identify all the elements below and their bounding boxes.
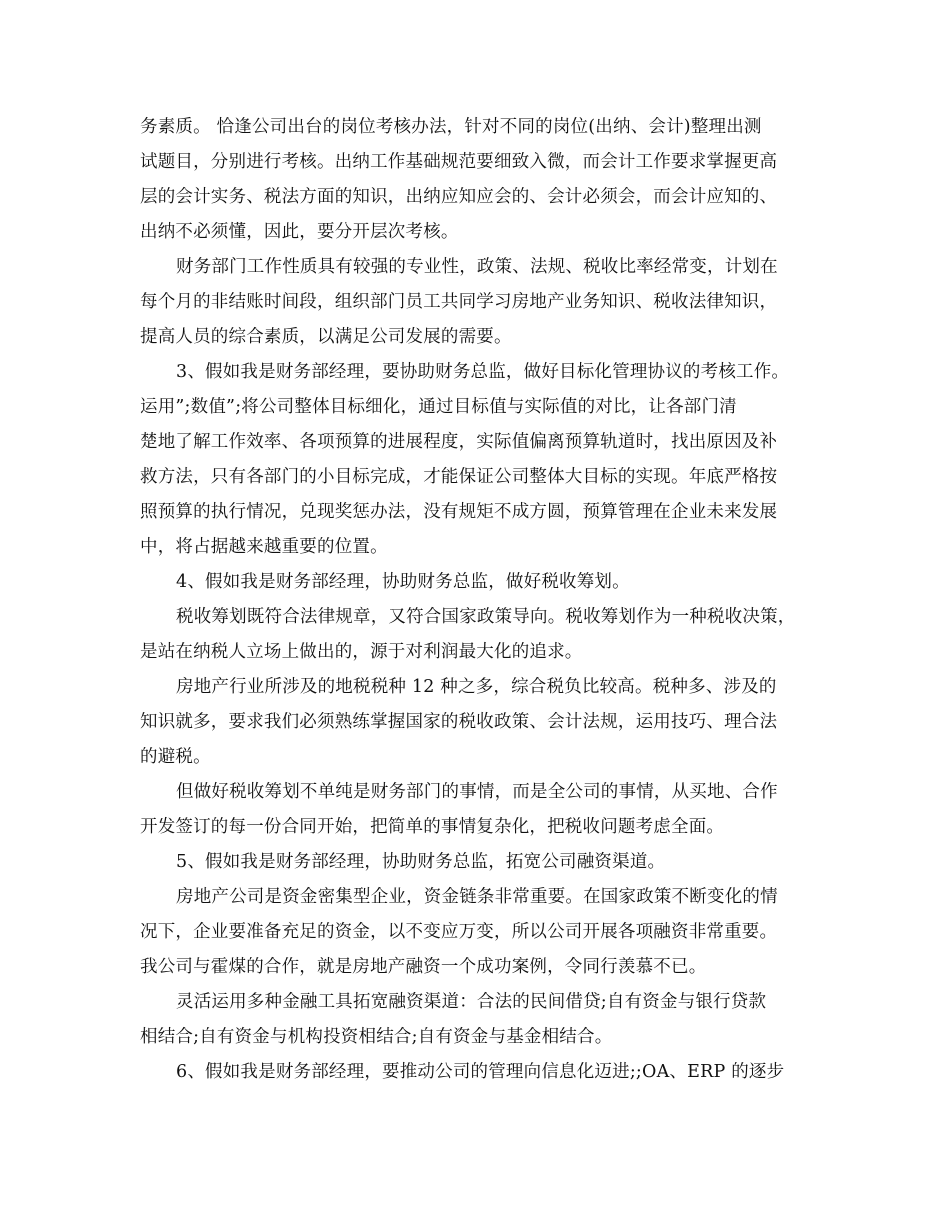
text-line-5: 财务部门工作性质具有较强的专业性，政策、法规、税收比率经常变，计划在	[176, 257, 778, 277]
text-line-9: 运用”;数值”;将公司整体目标细化，通过目标值与实际值的对比，让各部门清	[140, 397, 737, 417]
text-line-10: 楚地了解工作效率、各项预算的进展程度，实际值偏离预算轨道时，找出原因及补	[140, 432, 778, 452]
text-line-18: 知识就多，要求我们必须熟练掌握国家的税收政策、会计法规，运用技巧、理合法	[140, 712, 778, 732]
text-line-13: 中，将占据越来越重要的位置。	[140, 537, 388, 557]
text-line-7: 提高人员的综合素质，以满足公司发展的需要。	[140, 327, 512, 347]
text-line-12: 照预算的执行情况，兑现奖惩办法，没有规矩不成方圆，预算管理在企业未来发展	[140, 502, 778, 522]
text-line-26: 灵活运用多种金融工具拓宽融资渠道：合法的民间借贷;自有资金与银行贷款	[176, 992, 767, 1012]
text-line-16: 是站在纳税人立场上做出的，源于对利润最大化的追求。	[140, 642, 583, 662]
text-line-11: 救方法，只有各部门的小目标完成，才能保证公司整体大目标的实现。年底严格按	[140, 467, 778, 487]
text-line-2: 试题目，分别进行考核。出纳工作基础规范要细致入微，而会计工作要求掌握更高	[140, 152, 778, 172]
text-line-28: 6、假如我是财务部经理，要推动公司的管理向信息化迈进;;OA、ERP 的逐步	[176, 1062, 785, 1082]
document-body	[140, 110, 824, 1090]
text-line-23: 房地产公司是资金密集型企业，资金链条非常重要。在国家政策不断变化的情	[176, 887, 778, 907]
text-line-20: 但做好税收筹划不单纯是财务部门的事情，而是全公司的事情，从买地、合作	[176, 782, 778, 802]
text-line-6: 每个月的非结账时间段，组织部门员工共同学习房地产业务知识、税收法律知识，	[140, 292, 778, 312]
text-line-8: 3、假如我是财务部经理，要协助财务总监，做好目标化管理协议的考核工作。	[176, 362, 790, 382]
text-line-25: 我公司与霍煤的合作，就是房地产融资一个成功案例，令同行羡慕不已。	[140, 957, 707, 977]
text-line-14: 4、假如我是财务部经理，协助财务总监，做好税收筹划。	[176, 572, 630, 592]
text-line-24: 况下，企业要准备充足的资金，以不变应万变，所以公司开展各项融资非常重要。	[140, 922, 778, 942]
text-line-19: 的避税。	[140, 747, 211, 767]
text-line-4: 出纳不必须懂，因此，要分开层次考核。	[140, 222, 459, 242]
text-line-17: 房地产行业所涉及的地税税种 12 种之多，综合税负比较高。税种多、涉及的	[176, 677, 777, 697]
text-line-15: 税收筹划既符合法律规章，又符合国家政策导向。税收筹划作为一种税收决策，	[176, 607, 796, 627]
text-line-22: 5、假如我是财务部经理，协助财务总监，拓宽公司融资渠道。	[176, 852, 666, 872]
text-line-1: 务素质。 恰逢公司出台的岗位考核办法，针对不同的岗位(出纳、会计)整理出测	[140, 117, 762, 137]
text-line-27: 相结合;自有资金与机构投资相结合;自有资金与基金相结合。	[140, 1027, 613, 1047]
text-line-21: 开发签订的每一份合同开始，把简单的事情复杂化，把税收问题考虑全面。	[140, 817, 725, 837]
text-line-3: 层的会计实务、税法方面的知识，出纳应知应会的、会计必须会，而会计应知的、	[140, 187, 778, 207]
